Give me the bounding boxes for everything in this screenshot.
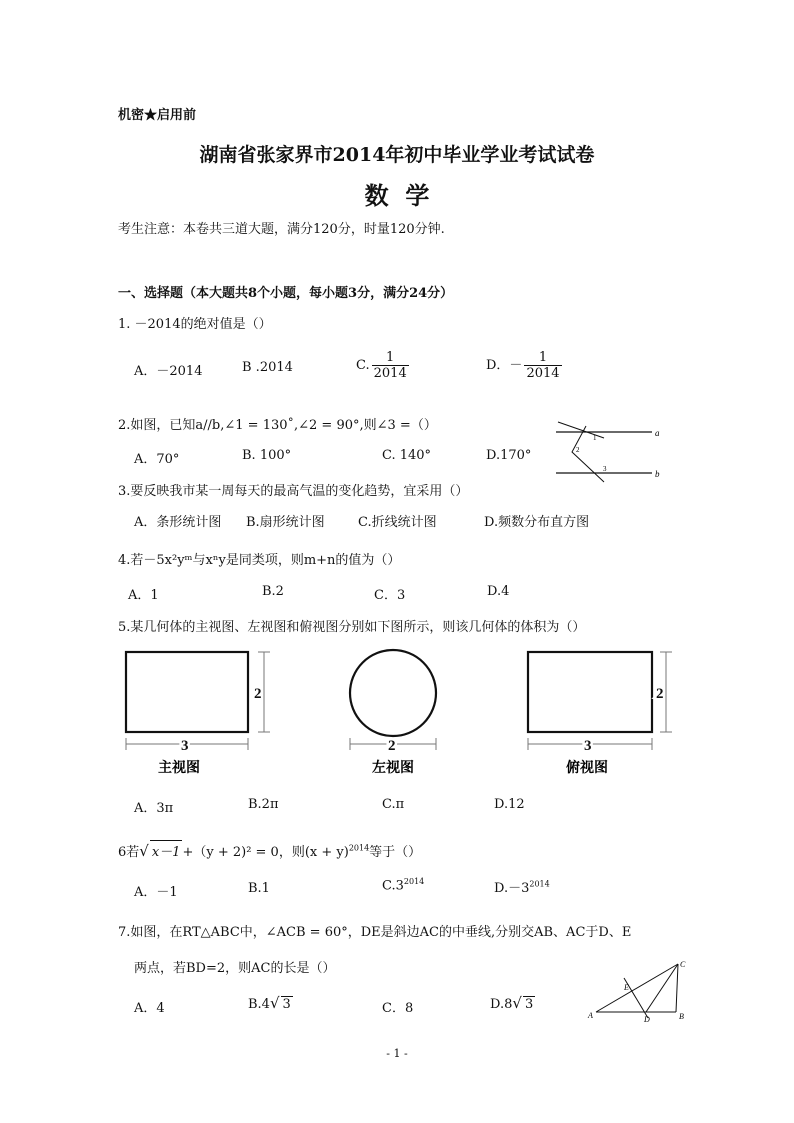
left-view-width-label: 2: [388, 738, 396, 754]
line-a-label: a: [655, 428, 660, 438]
angle-3-label: 3: [603, 465, 607, 473]
top-view-caption: 俯视图: [566, 761, 608, 776]
top-view-width-label: 3: [584, 738, 592, 754]
q6-suffix: 等于（）: [369, 845, 422, 860]
q6-middle: +（y + 2)² = 0，则(x + y): [182, 845, 349, 860]
q7-stem-line1: 7.如图，在RT△ABC中，∠ACB = 60°，DE是斜边AC的中垂线,分别交AB、AC于D、E: [118, 925, 632, 940]
q1-option-d: [486, 350, 562, 381]
front-view-height-label: 2: [254, 686, 262, 702]
q5-option-b: B.2π: [248, 797, 279, 812]
q5-option-c: C.π: [382, 797, 405, 812]
q6-radicand: x－1: [150, 840, 183, 860]
radical-sign: √: [139, 842, 149, 860]
q2-option-a: A．70°: [134, 452, 180, 467]
q6-option-d: [494, 877, 550, 896]
subject-title: 数 学: [364, 181, 430, 210]
q2-option-d: D.170°: [486, 448, 532, 463]
left-view-figure: [340, 646, 450, 778]
q2-parallel-lines-figure: [554, 420, 664, 486]
q6-option-d-exponent: 2014: [529, 879, 550, 889]
q7-triangle-figure: [584, 956, 694, 1028]
q6-prefix: 6若: [118, 845, 140, 860]
q6-option-c: [382, 877, 424, 893]
q1-option-c: [356, 350, 409, 381]
q2-stem: 2.如图，已知a//b,∠1 = 130˚,∠2 = 90°,则∠3 =（）: [118, 418, 437, 433]
q4-option-b: B.2: [262, 584, 284, 599]
q7-option-d: [490, 994, 535, 1012]
q3-option-c: C.折线统计图: [358, 515, 437, 530]
q4-option-c: C．3: [374, 588, 406, 603]
angle-2-label: 2: [576, 446, 580, 454]
q1-option-c-fraction: [372, 350, 409, 381]
q2-option-c: C. 140°: [382, 448, 432, 463]
q7-option-d-radicand: 3: [524, 997, 534, 1012]
confidential-mark: 机密★启用前: [118, 108, 197, 123]
left-view-caption: 左视图: [372, 761, 414, 776]
q1-stem: 1. －2014的绝对值是（）: [118, 317, 272, 332]
q3-option-d: D.频数分布直方图: [484, 515, 590, 530]
q6-exponent: 2014: [348, 843, 370, 853]
q2-option-b: B. 100°: [242, 448, 292, 463]
point-e-label: E: [624, 983, 629, 992]
section-heading: 一、选择题（本大题共8个小题，每小题3分，满分24分）: [118, 286, 454, 301]
q7-option-a: A．4: [134, 1001, 165, 1016]
radical-sign: √: [269, 994, 280, 1012]
q7-option-c: C．8: [382, 1001, 414, 1016]
fraction-numerator: 1: [538, 350, 548, 365]
q3-option-b: B.扇形统计图: [246, 515, 325, 530]
page-number: - 1 -: [386, 1047, 408, 1060]
q1-option-d-fraction: [524, 350, 561, 381]
fraction-denominator: 2014: [373, 366, 407, 381]
q1-option-c-label: C.: [356, 358, 370, 373]
front-view-caption: 主视图: [158, 761, 200, 776]
top-view-height-label: 2: [656, 686, 664, 702]
q3-option-a: A．条形统计图: [134, 515, 222, 530]
q7-option-b: [248, 994, 293, 1012]
q4-option-a: A．1: [128, 588, 159, 603]
top-view-figure: [520, 646, 680, 778]
q1-option-b: B .2014: [242, 360, 293, 375]
vertex-a-label: A: [588, 1011, 593, 1020]
angle-1-label: 1: [593, 434, 597, 442]
front-view-width-label: 3: [181, 738, 189, 754]
point-d-label: D: [644, 1015, 650, 1024]
q4-stem: 4.若－5x²yᵐ与xⁿy是同类项，则m+n的值为（）: [118, 553, 401, 568]
radical-sign: √: [512, 994, 522, 1012]
q5-stem: 5.某几何体的主视图、左视图和俯视图分别如下图所示，则该几何体的体积为（）: [118, 620, 586, 635]
q7-option-b-label: B.4: [248, 997, 270, 1012]
q1-option-a: A．－2014: [134, 364, 203, 379]
q6-option-c-label: C.3: [382, 878, 404, 894]
vertex-b-label: B: [679, 1012, 684, 1021]
vertex-c-label: C: [680, 960, 686, 969]
q7-stem-line2: 两点，若BD=2，则AC的长是（）: [134, 961, 336, 976]
fraction-denominator: 2014: [526, 366, 560, 381]
line-b-label: b: [655, 469, 660, 479]
exam-notice: 考生注意：本卷共三道大题，满分120分，时量120分钟.: [118, 222, 445, 237]
q3-stem: 3.要反映我市某一周每天的最高气温的变化趋势，宜采用（）: [118, 484, 469, 499]
q1-option-d-label: D．－: [486, 358, 523, 373]
q6-option-b: B.1: [248, 881, 270, 896]
q5-option-d: D.12: [494, 797, 525, 812]
q6-option-d-label: D.－3: [494, 881, 530, 896]
front-view-figure: [118, 646, 278, 778]
q6-stem: [118, 840, 421, 860]
q7-option-d-label: D.8: [490, 997, 513, 1012]
exam-title: 湖南省张家界市2014年初中毕业学业考试试卷: [199, 144, 595, 166]
q7-option-b-radicand: 3: [282, 997, 291, 1012]
q5-option-a: A．3π: [134, 801, 174, 816]
q6-option-c-exponent: 2014: [403, 877, 425, 886]
fraction-numerator: 1: [386, 350, 395, 365]
q4-option-d: D.4: [487, 584, 510, 599]
q6-option-a: A．－1: [134, 885, 178, 900]
